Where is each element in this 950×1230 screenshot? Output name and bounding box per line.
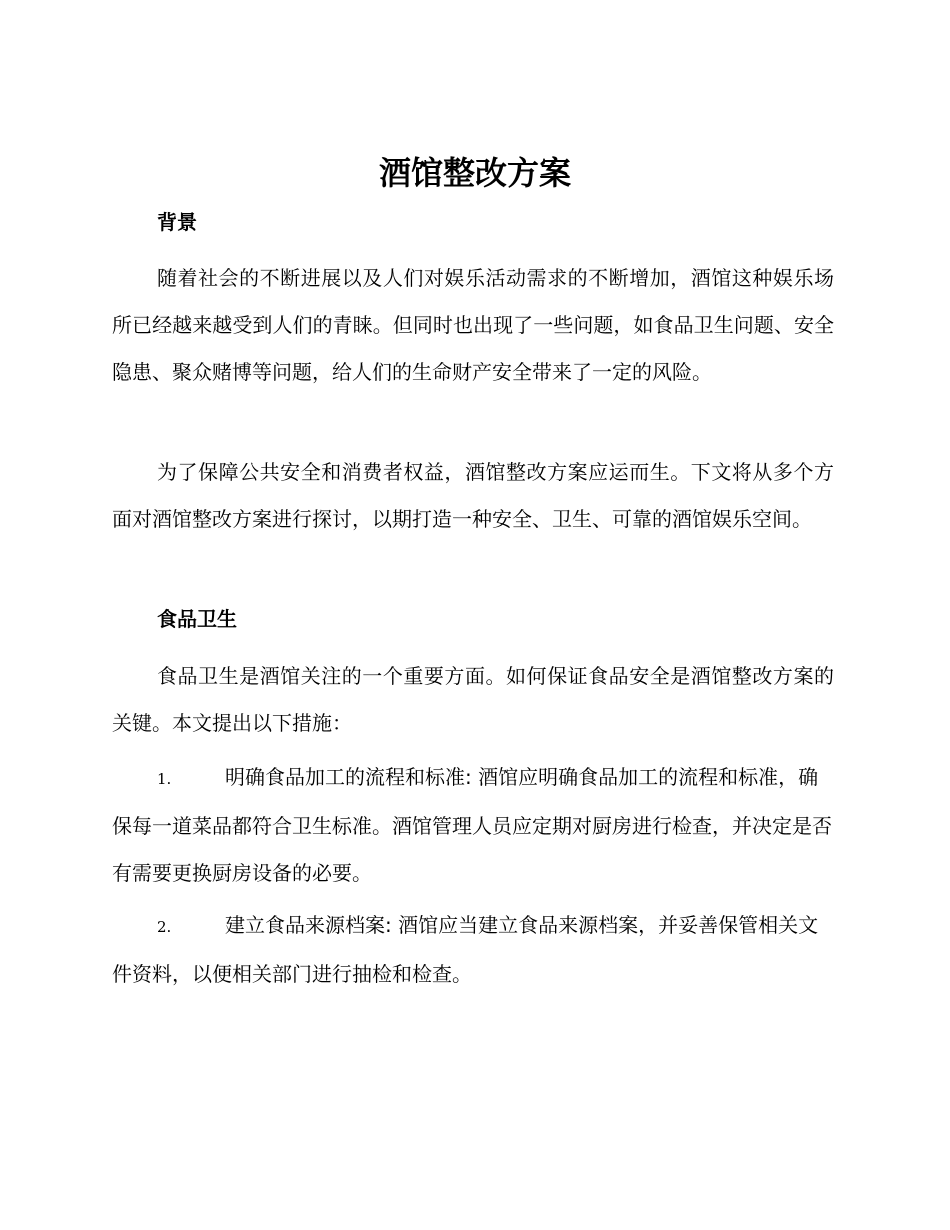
paragraph-food-hygiene-intro: 食品卫生是酒馆关注的一个重要方面。如何保证食品安全是酒馆整改方案的关键。本文提出以下措施： (112, 664, 834, 735)
paragraph-background-1: 随着社会的不断进展以及人们对娱乐活动需求的不断增加，酒馆这种娱乐场所已经越来越受到人们的青睐。但同时也出现了一些问题，如食品卫生问题、安全隐患、聚众赌博等问题，给人们的生命财产安全带来了一定的风险。 (112, 266, 834, 384)
list-item-1 (112, 754, 834, 897)
list-item-number: 2. (157, 918, 172, 936)
list-item-number: 1. (157, 770, 172, 788)
list-item-text: 建立食品来源档案: 酒馆应当建立食品来源档案，并妥善保管相关文件资料，以便相关部门进行抽检和检查。 (112, 913, 819, 986)
section-heading-food-hygiene: 食品卫生 (157, 607, 237, 631)
list-item-2 (112, 902, 834, 998)
paragraph-background-2: 为了保障公共安全和消费者权益，酒馆整改方案应运而生。下文将从多个方面对酒馆整改方案进行探讨，以期打造一种安全、卫生、可靠的酒馆娱乐空间。 (112, 460, 834, 531)
list-item-text: 明确食品加工的流程和标准: 酒馆应明确食品加工的流程和标准，确保每一道菜品都符合卫生标准。酒馆管理人员应定期对厨房进行检查，并决定是否有需要更换厨房设备的必要。 (112, 765, 832, 885)
page-title: 酒馆整改方案 (378, 154, 571, 192)
section-heading-background: 背景 (157, 210, 197, 234)
